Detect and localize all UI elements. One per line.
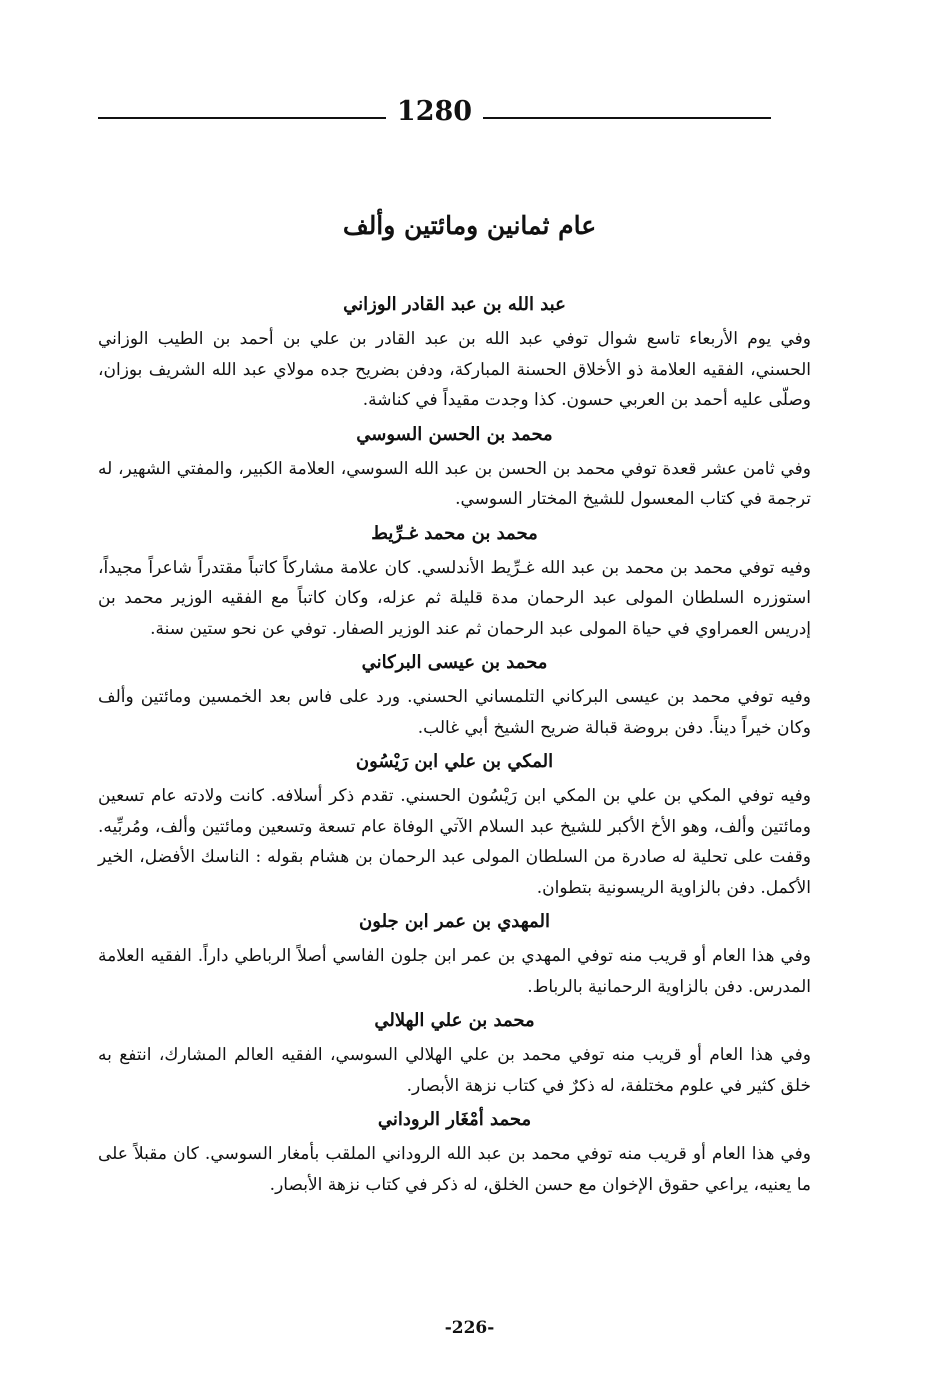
entry [98, 286, 811, 416]
entry-text: وفي ثامن عشر قعدة توفي محمد بن الحسن بن عبد الله السوسي، العلامة الكبير، والمفتي الشهير، له ترجمة في كتاب المعسول للشيخ المختار السوسي. [98, 458, 811, 509]
entry-text: وفي هذا العام أو قريب منه توفي المهدي بن عمر ابن جلون الفاسي أصلاً الرباطي داراً. الفقيه العلامة المدرس. دفن بالزاوية الرحمانية بالرباط. [98, 946, 811, 997]
entry-name: محمد أمْغَار الروداني [377, 1109, 532, 1130]
entry [98, 644, 811, 743]
entry [98, 1002, 811, 1101]
entry-name: محمد بن علي الهلالي [374, 1010, 535, 1031]
entry [98, 515, 811, 645]
entry-text: وفيه توفي محمد بن عيسى البركاني التلمساني الحسني. ورد على فاس بعد الخمسين ومائتين وألف وكان خيراً ديناً. دفن بروضة قبالة ضريح الشيخ أبي غالب. [98, 687, 811, 738]
header-rule-left [98, 117, 386, 119]
entry-text: وفيه توفي محمد بن محمد بن عبد الله غـرِّيط الأندلسي. كان علامة مشاركاً كاتباً مقتدراً شاعراً مجيداً، استوزره السلطان المولى عبد الرحمان مدة قليلة ثم عزله، وكان كاتباً مع الفقيه الوزير محمد بن إدريس العمراوي في حياة المولى عبد الرحمان ثم عند الوزير الصفار. توفي عن نحو ستين سنة. [98, 557, 811, 639]
entry-text: وفي يوم الأربعاء تاسع شوال توفي عبد الله بن عبد القادر بن علي بن أحمد بن الطيب الوزاني الحسني، الفقيه العلامة ذو الأخلاق الحسنة المباركة، ودفن بضريح جده مولاي عبد الله الشريف بوزان، وصلّى عليه أحمد بن العربي حسون. كذا وجدت مقيداً في كناشة. [98, 329, 811, 410]
entry [98, 743, 811, 903]
section-title: عام ثمانين ومائتين وألف [342, 211, 597, 240]
year-header [0, 90, 939, 136]
entry-name: محمد بن محمد غـرِّيط [371, 522, 538, 544]
entries-list [98, 286, 811, 1200]
entry [98, 1101, 811, 1200]
year-number: 1280 [396, 96, 473, 127]
entry-name: عبد الله بن عبد القادر الوزاني [343, 294, 566, 315]
header-rule-right [483, 117, 771, 119]
entry-name: محمد بن عيسى البركاني [361, 652, 548, 673]
page-number: -226- [444, 1318, 495, 1338]
entry [98, 903, 811, 1002]
entry-text: وفي هذا العام أو قريب منه توفي محمد بن عبد الله الروداني الملقب بأمغار السوسي. كان مقبلاً على ما يعنيه، يراعي حقوق الإخوان مع حسن الخلق، له ذكر في كتاب نزهة الأبصار. [98, 1144, 811, 1195]
entry-name: المكي بن علي ابن رَيْسُون [355, 751, 554, 772]
entry-text: وفيه توفي المكي بن علي بن المكي ابن رَيْسُون الحسني. تقدم ذكر أسلافه. كانت ولادته عام تسعين ومائتين وألف، وهو الأخ الأكبر للشيخ عبد السلام الآتي الوفاة عام تسعة وتسعين ومائتين وألف، ومُربِّيه. وقفت على تحلية له صادرة من السلطان المولى عبد الرحمان بن هشام بقوله : الناسك الأفضل، الخير الأكمل. دفن بالزاوية الريسونية بتطوان. [98, 786, 811, 898]
entry-name: المهدي بن عمر ابن جلون [359, 911, 550, 932]
entry-name: محمد بن الحسن السوسي [356, 423, 553, 445]
entry [98, 416, 811, 515]
entry-text: وفي هذا العام أو قريب منه توفي محمد بن علي الهلالي السوسي، الفقيه العالم المشارك، انتفع به خلق كثير في علوم مختلفة، له ذكرٌ في كتاب نزهة الأبصار. [98, 1045, 811, 1096]
